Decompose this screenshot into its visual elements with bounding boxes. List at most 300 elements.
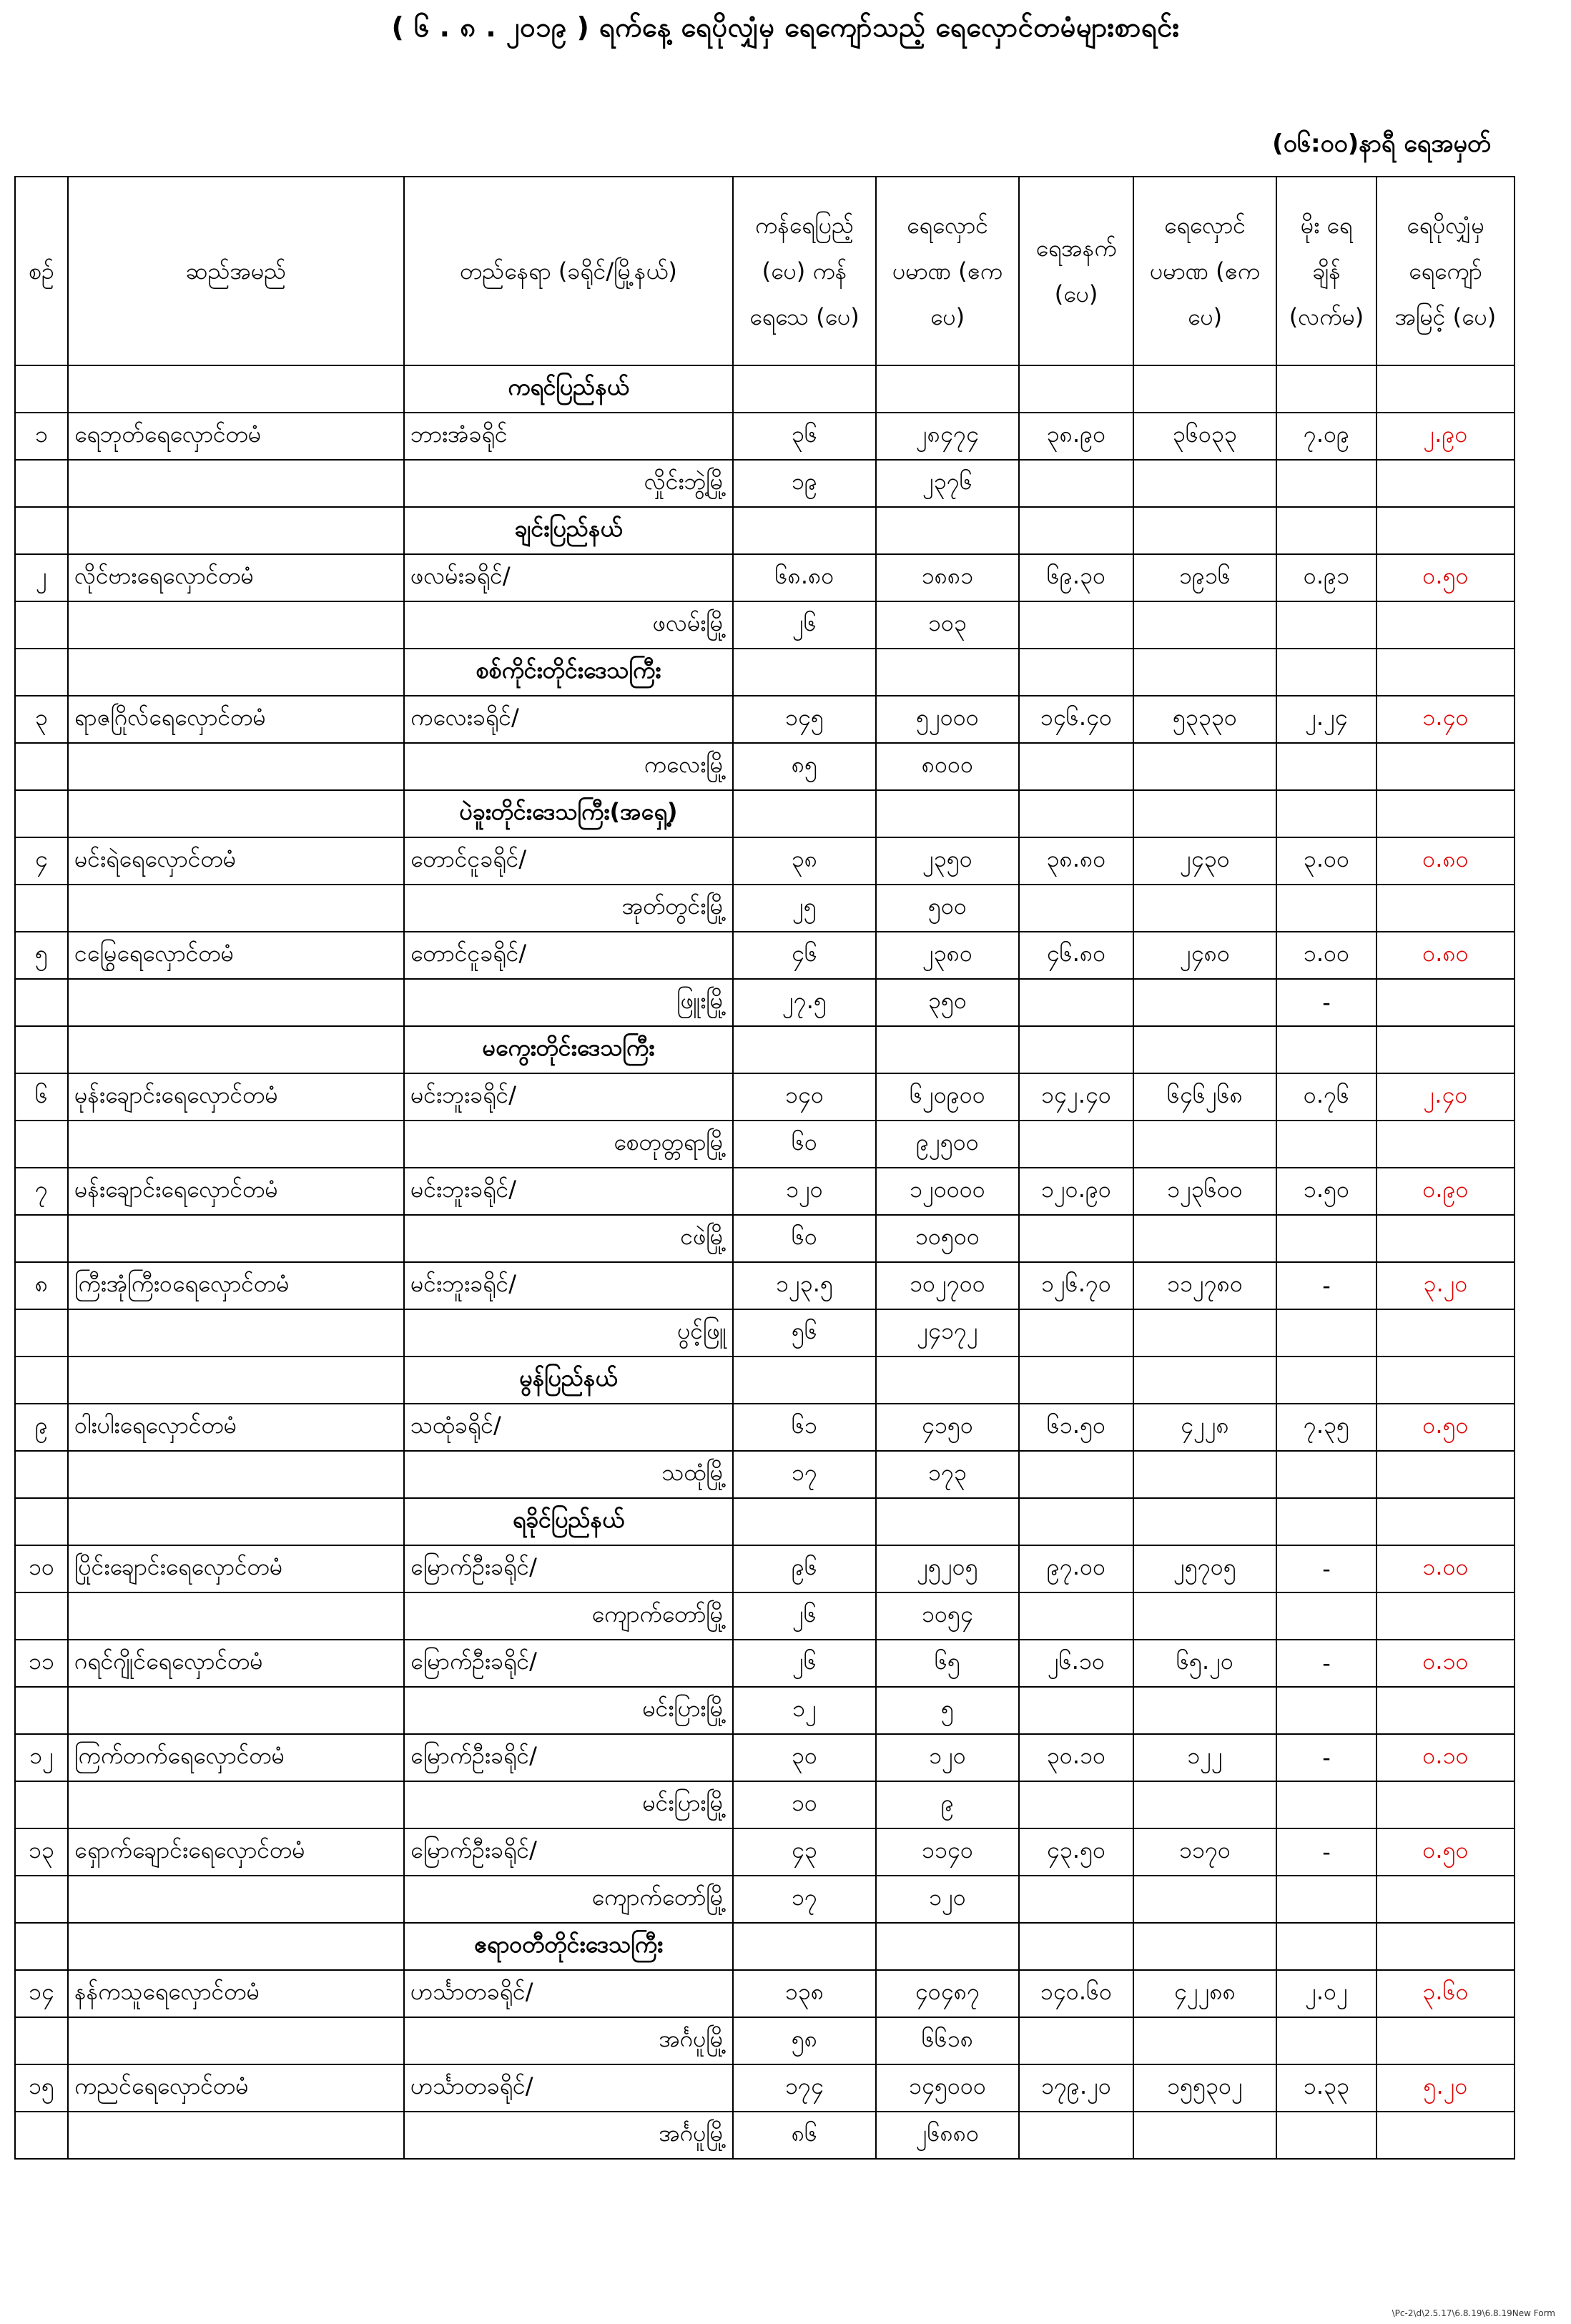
- empty-cell: [1133, 979, 1276, 1026]
- overflow-height: ၅.၂၀: [1377, 2064, 1515, 2112]
- full-supply-level: ၃၆: [733, 413, 876, 460]
- empty-cell: [1019, 1309, 1133, 1357]
- full-supply-level: ၁၂၃.၅: [733, 1262, 876, 1309]
- dam-name: ရာဇဂြိုလ်ရေလှောင်တမံ: [68, 696, 404, 743]
- empty-cell: [1276, 1498, 1377, 1545]
- region-row: [15, 649, 1515, 696]
- current-storage: ၁၁၇၀: [1133, 1828, 1276, 1876]
- empty-cell: [15, 2017, 68, 2064]
- district-name: မင်းဘူးခရိုင်/: [404, 1262, 733, 1309]
- district-name: တောင်ငူခရိုင်/: [404, 932, 733, 979]
- time-note: (၀၆:၀၀)နာရီ ရေအမှတ်: [1272, 129, 1491, 158]
- water-depth: ၄၆.၈၀: [1019, 932, 1133, 979]
- current-storage: ၁၅၅၃၀၂: [1133, 2064, 1276, 2112]
- district-name: မင်းဘူးခရိုင်/: [404, 1168, 733, 1215]
- empty-cell: [876, 1498, 1019, 1545]
- empty-cell: [68, 1309, 404, 1357]
- dam-name: ကြက်တက်ရေလှောင်တမံ: [68, 1734, 404, 1781]
- dam-row: [15, 1073, 1515, 1121]
- water-depth: ၃၈.၈၀: [1019, 837, 1133, 885]
- empty-cell: [1377, 1781, 1515, 1828]
- dam-name: မန်းချောင်းရေလှောင်တမံ: [68, 1168, 404, 1215]
- dam-number: ၁: [15, 413, 68, 460]
- district-name: ဟင်္သာတခရိုင်/: [404, 1970, 733, 2017]
- empty-cell: [15, 1592, 68, 1640]
- dead-storage-capacity: ၁၀၃: [876, 601, 1019, 649]
- header-depth: ရေအနက် (ပေ): [1019, 177, 1133, 365]
- empty-cell: [15, 790, 68, 837]
- dam-number: ၁၂: [15, 1734, 68, 1781]
- district-name: မြောက်ဦးခရိုင်/: [404, 1545, 733, 1592]
- header-location: တည်နေရာ (ခရိုင်/မြို့နယ်): [404, 177, 733, 365]
- dam-name: မုန်းချောင်းရေလှောင်တမံ: [68, 1073, 404, 1121]
- dam-number: ၅: [15, 932, 68, 979]
- empty-cell: [1276, 507, 1377, 554]
- full-supply-level: ၉၆: [733, 1545, 876, 1592]
- current-storage: ၃၆၀၃၃: [1133, 413, 1276, 460]
- dam-row: [15, 1734, 1515, 1781]
- overflow-height: ၁.၀၀: [1377, 1545, 1515, 1592]
- dam-subrow: [15, 2017, 1515, 2064]
- empty-cell: [15, 1026, 68, 1073]
- dead-storage-level: ၁၂: [733, 1687, 876, 1734]
- district-name: ဖလမ်းခရိုင်/: [404, 554, 733, 601]
- empty-cell: [1377, 1026, 1515, 1073]
- dam-number: ၆: [15, 1073, 68, 1121]
- overflow-height: ၀.၈၀: [1377, 932, 1515, 979]
- empty-cell: [733, 507, 876, 554]
- township-name: စေတုတ္တရာမြို့: [404, 1121, 733, 1168]
- empty-cell: [1133, 1498, 1276, 1545]
- region-name: ချင်းပြည်နယ်: [404, 507, 733, 554]
- empty-cell: [15, 2112, 68, 2159]
- dead-storage-capacity: ၅: [876, 1687, 1019, 1734]
- full-supply-level: ၆၈.၈၀: [733, 554, 876, 601]
- dead-storage-level: ၂၇.၅: [733, 979, 876, 1026]
- empty-cell: [68, 507, 404, 554]
- current-storage: ၄၂၂၈: [1133, 1404, 1276, 1451]
- dam-subrow: [15, 601, 1515, 649]
- dam-row: [15, 1168, 1515, 1215]
- empty-cell: [1377, 979, 1515, 1026]
- dead-storage-level: ၂၆: [733, 1592, 876, 1640]
- empty-cell: [1377, 2017, 1515, 2064]
- region-row: [15, 365, 1515, 413]
- dam-number: ၄: [15, 837, 68, 885]
- rainfall-extra: [1276, 1121, 1377, 1168]
- water-depth: ၆၁.၅၀: [1019, 1404, 1133, 1451]
- report-title: ( ၆ . ၈ . ၂၀၁၉ ) ရက်နေ့ ရေပိုလျှံမှ ရေကျော်သည့် ရေလှောင်တမံများစာရင်း: [391, 11, 1180, 43]
- rainfall-extra: [1276, 1781, 1377, 1828]
- current-storage: ၅၃၃၃၀: [1133, 696, 1276, 743]
- empty-cell: [15, 460, 68, 507]
- dam-number: ၁၃: [15, 1828, 68, 1876]
- empty-cell: [733, 649, 876, 696]
- dam-subrow: [15, 1592, 1515, 1640]
- empty-cell: [15, 1781, 68, 1828]
- dam-row: [15, 932, 1515, 979]
- empty-cell: [68, 1121, 404, 1168]
- empty-cell: [1019, 2017, 1133, 2064]
- dam-row: [15, 1828, 1515, 1876]
- region-row: [15, 1026, 1515, 1073]
- dam-subrow: [15, 1876, 1515, 1923]
- empty-cell: [1133, 1121, 1276, 1168]
- empty-cell: [68, 885, 404, 932]
- region-name: ပဲခူးတိုင်းဒေသကြီး(အရှေ့): [404, 790, 733, 837]
- dam-row: [15, 2064, 1515, 2112]
- empty-cell: [876, 649, 1019, 696]
- dam-number: ၁၀: [15, 1545, 68, 1592]
- full-storage-capacity: ၄၁၅၀: [876, 1404, 1019, 1451]
- empty-cell: [68, 1923, 404, 1970]
- water-depth: ၃၈.၉၀: [1019, 413, 1133, 460]
- empty-cell: [15, 365, 68, 413]
- region-row: [15, 507, 1515, 554]
- current-storage: ၁၂၂: [1133, 1734, 1276, 1781]
- current-storage: ၁၁၂၇၈၀: [1133, 1262, 1276, 1309]
- overflow-height: ၀.၅၀: [1377, 554, 1515, 601]
- region-name: မွန်ပြည်နယ်: [404, 1357, 733, 1404]
- rainfall-extra: [1276, 601, 1377, 649]
- dead-storage-level: ၈၅: [733, 743, 876, 790]
- dam-name: ဂရင်ဂျိုင်ရေလှောင်တမံ: [68, 1640, 404, 1687]
- township-name: ကျောက်တော်မြို့: [404, 1876, 733, 1923]
- empty-cell: [876, 507, 1019, 554]
- empty-cell: [1377, 790, 1515, 837]
- rainfall: ၁.၀၀: [1276, 932, 1377, 979]
- empty-cell: [15, 1687, 68, 1734]
- overflow-height: ၀.၈၀: [1377, 837, 1515, 885]
- header-storage: ရေလှောင် ပမာဏ (ဧကပေ): [1133, 177, 1276, 365]
- district-name: တောင်ငူခရိုင်/: [404, 837, 733, 885]
- empty-cell: [15, 1876, 68, 1923]
- dead-storage-capacity: ၁၂၀: [876, 1876, 1019, 1923]
- full-supply-level: ၄၃: [733, 1828, 876, 1876]
- township-name: ဖြူးမြို့: [404, 979, 733, 1026]
- rainfall: ၃.၀၀: [1276, 837, 1377, 885]
- rainfall: ၂.၀၂: [1276, 1970, 1377, 2017]
- empty-cell: [68, 1498, 404, 1545]
- full-supply-level: ၁၃၈: [733, 1970, 876, 2017]
- header-fsl-dsl: ကန်ရေပြည့် (ပေ) ကန်ရေသေ (ပေ): [733, 177, 876, 365]
- empty-cell: [1133, 743, 1276, 790]
- empty-cell: [1019, 1026, 1133, 1073]
- header-overflow: ရေပိုလျှံမှ ရေကျော် အမြင့် (ပေ): [1377, 177, 1515, 365]
- dead-storage-level: ၆၀: [733, 1215, 876, 1262]
- full-storage-capacity: ၂၃၈၀: [876, 932, 1019, 979]
- empty-cell: [1133, 1215, 1276, 1262]
- rainfall: ၀.၇၆: [1276, 1073, 1377, 1121]
- district-name: မြောက်ဦးခရိုင်/: [404, 1828, 733, 1876]
- dam-number: ၃: [15, 696, 68, 743]
- township-name: ကျောက်တော်မြို့: [404, 1592, 733, 1640]
- empty-cell: [1133, 885, 1276, 932]
- empty-cell: [68, 1687, 404, 1734]
- rainfall: ၁.၅၀: [1276, 1168, 1377, 1215]
- district-name: ဘားအံခရိုင်: [404, 413, 733, 460]
- dead-storage-level: ၈၆: [733, 2112, 876, 2159]
- dead-storage-level: ၁၉: [733, 460, 876, 507]
- full-supply-level: ၃၈: [733, 837, 876, 885]
- rainfall-extra: [1276, 1309, 1377, 1357]
- rainfall: -: [1276, 1640, 1377, 1687]
- rainfall-extra: [1276, 2017, 1377, 2064]
- empty-cell: [1276, 649, 1377, 696]
- overflow-height: ၀.၅၀: [1377, 1404, 1515, 1451]
- empty-cell: [1133, 1357, 1276, 1404]
- overflow-height: ၀.၁၀: [1377, 1640, 1515, 1687]
- empty-cell: [876, 790, 1019, 837]
- empty-cell: [1377, 1923, 1515, 1970]
- rainfall-extra: [1276, 1451, 1377, 1498]
- full-supply-level: ၁၄၀: [733, 1073, 876, 1121]
- full-storage-capacity: ၆၅: [876, 1640, 1019, 1687]
- overflow-height: ၀.၉၀: [1377, 1168, 1515, 1215]
- empty-cell: [15, 1923, 68, 1970]
- rainfall-extra: -: [1276, 979, 1377, 1026]
- empty-cell: [15, 649, 68, 696]
- empty-cell: [1019, 743, 1133, 790]
- empty-cell: [1133, 365, 1276, 413]
- empty-cell: [1019, 1215, 1133, 1262]
- empty-cell: [1377, 743, 1515, 790]
- empty-cell: [1377, 1215, 1515, 1262]
- dam-number: ၁၅: [15, 2064, 68, 2112]
- overflow-height: ၂.၉၀: [1377, 413, 1515, 460]
- empty-cell: [1377, 507, 1515, 554]
- full-storage-capacity: ၂၅၂၀၅: [876, 1545, 1019, 1592]
- dam-name: ရှောက်ချောင်းရေလှောင်တမံ: [68, 1828, 404, 1876]
- dead-storage-capacity: ၉၂၅၀၀: [876, 1121, 1019, 1168]
- empty-cell: [68, 1357, 404, 1404]
- township-name: ပွင့်ဖြူ: [404, 1309, 733, 1357]
- full-storage-capacity: ၁၀၂၇၀၀: [876, 1262, 1019, 1309]
- district-name: ဟင်္သာတခရိုင်/: [404, 2064, 733, 2112]
- region-row: [15, 1498, 1515, 1545]
- empty-cell: [1133, 2112, 1276, 2159]
- dam-subrow: [15, 1687, 1515, 1734]
- full-storage-capacity: ၂၃၅၀: [876, 837, 1019, 885]
- empty-cell: [68, 460, 404, 507]
- empty-cell: [68, 1781, 404, 1828]
- district-name: မင်းဘူးခရိုင်/: [404, 1073, 733, 1121]
- dam-subrow: [15, 1121, 1515, 1168]
- dam-name: လိုင်ဗားရေလှောင်တမံ: [68, 554, 404, 601]
- rainfall: ၇.၀၉: [1276, 413, 1377, 460]
- empty-cell: [1377, 649, 1515, 696]
- full-supply-level: ၄၆: [733, 932, 876, 979]
- full-supply-level: ၆၁: [733, 1404, 876, 1451]
- empty-cell: [1276, 1923, 1377, 1970]
- district-name: မြောက်ဦးခရိုင်/: [404, 1734, 733, 1781]
- dam-row: [15, 554, 1515, 601]
- empty-cell: [1133, 1592, 1276, 1640]
- full-supply-level: ၃၀: [733, 1734, 876, 1781]
- rainfall: ၂.၂၄: [1276, 696, 1377, 743]
- empty-cell: [68, 2017, 404, 2064]
- empty-cell: [1133, 460, 1276, 507]
- full-storage-capacity: ၁၁၄၀: [876, 1828, 1019, 1876]
- empty-cell: [1377, 1876, 1515, 1923]
- full-supply-level: ၁၂၀: [733, 1168, 876, 1215]
- rainfall: -: [1276, 1828, 1377, 1876]
- current-storage: ၁၉၁၆: [1133, 554, 1276, 601]
- full-supply-level: ၁၇၄: [733, 2064, 876, 2112]
- empty-cell: [1377, 1687, 1515, 1734]
- file-path-footer: \Pc-2\d\2.5.17\6.8.19\6.8.19New Form: [1392, 2308, 1555, 2318]
- empty-cell: [68, 979, 404, 1026]
- empty-cell: [876, 1026, 1019, 1073]
- dam-number: ၉: [15, 1404, 68, 1451]
- full-supply-level: ၂၆: [733, 1640, 876, 1687]
- reservoir-table: [14, 176, 1515, 2160]
- dead-storage-capacity: ၂၃၇၆: [876, 460, 1019, 507]
- rainfall-extra: [1276, 1592, 1377, 1640]
- water-depth: ၉၇.၀၀: [1019, 1545, 1133, 1592]
- water-depth: ၁၄၆.၄၀: [1019, 696, 1133, 743]
- empty-cell: [1133, 507, 1276, 554]
- empty-cell: [876, 1357, 1019, 1404]
- empty-cell: [68, 790, 404, 837]
- rainfall: -: [1276, 1734, 1377, 1781]
- current-storage: ၁၂၃၆၀၀: [1133, 1168, 1276, 1215]
- empty-cell: [15, 1121, 68, 1168]
- district-name: ကလေးခရိုင်/: [404, 696, 733, 743]
- empty-cell: [1133, 601, 1276, 649]
- dead-storage-capacity: ၉: [876, 1781, 1019, 1828]
- empty-cell: [15, 743, 68, 790]
- region-name: စစ်ကိုင်းတိုင်းဒေသကြီး: [404, 649, 733, 696]
- empty-cell: [1019, 507, 1133, 554]
- empty-cell: [1133, 790, 1276, 837]
- empty-cell: [1019, 1923, 1133, 1970]
- header-rainfall: မိုး ရေ ချိန် (လက်မ): [1276, 177, 1377, 365]
- current-storage: ၆၅.၂၀: [1133, 1640, 1276, 1687]
- empty-cell: [733, 1923, 876, 1970]
- region-name: ကရင်ပြည်နယ်: [404, 365, 733, 413]
- dam-subrow: [15, 979, 1515, 1026]
- region-name: ရခိုင်ပြည်နယ်: [404, 1498, 733, 1545]
- water-depth: ၆၉.၃၀: [1019, 554, 1133, 601]
- empty-cell: [68, 649, 404, 696]
- empty-cell: [1133, 1026, 1276, 1073]
- overflow-height: ၀.၅၀: [1377, 1828, 1515, 1876]
- dam-name: မင်းရဲရေလှောင်တမံ: [68, 837, 404, 885]
- empty-cell: [1377, 365, 1515, 413]
- dam-number: ၈: [15, 1262, 68, 1309]
- empty-cell: [68, 1592, 404, 1640]
- empty-cell: [68, 1876, 404, 1923]
- empty-cell: [1133, 649, 1276, 696]
- dead-storage-capacity: ၁၇၃: [876, 1451, 1019, 1498]
- empty-cell: [1019, 885, 1133, 932]
- empty-cell: [1019, 460, 1133, 507]
- rainfall-extra: [1276, 1687, 1377, 1734]
- empty-cell: [1133, 1687, 1276, 1734]
- full-storage-capacity: ၄၀၄၈၇: [876, 1970, 1019, 2017]
- township-name: ငဖဲမြို့: [404, 1215, 733, 1262]
- dead-storage-capacity: ၅၀၀: [876, 885, 1019, 932]
- dam-subrow: [15, 1215, 1515, 1262]
- rainfall: -: [1276, 1262, 1377, 1309]
- empty-cell: [1019, 1781, 1133, 1828]
- region-row: [15, 1923, 1515, 1970]
- empty-cell: [1133, 2017, 1276, 2064]
- dam-row: [15, 837, 1515, 885]
- full-storage-capacity: ၅၂၀၀၀: [876, 696, 1019, 743]
- dam-name: ကြီးအုံကြီးဝရေလှောင်တမံ: [68, 1262, 404, 1309]
- dam-number: ၁၁: [15, 1640, 68, 1687]
- full-storage-capacity: ၁၈၈၁: [876, 554, 1019, 601]
- empty-cell: [733, 365, 876, 413]
- dead-storage-level: ၁၇: [733, 1876, 876, 1923]
- dead-storage-capacity: ၁၀၅၄: [876, 1592, 1019, 1640]
- water-depth: ၁၄၀.၆၀: [1019, 1970, 1133, 2017]
- dead-storage-capacity: ၂၄၁၇၂: [876, 1309, 1019, 1357]
- current-storage: ၆၄၆၂၆၈: [1133, 1073, 1276, 1121]
- empty-cell: [68, 365, 404, 413]
- empty-cell: [1133, 1309, 1276, 1357]
- dead-storage-level: ၆၀: [733, 1121, 876, 1168]
- overflow-height: ၂.၄၀: [1377, 1073, 1515, 1121]
- dead-storage-capacity: ၁၀၅၀၀: [876, 1215, 1019, 1262]
- empty-cell: [68, 601, 404, 649]
- dead-storage-level: ၂၆: [733, 601, 876, 649]
- water-depth: ၁၇၉.၂၀: [1019, 2064, 1133, 2112]
- township-name: မင်းပြားမြို့: [404, 1687, 733, 1734]
- township-name: မင်းပြားမြို့: [404, 1781, 733, 1828]
- dam-subrow: [15, 1309, 1515, 1357]
- empty-cell: [1377, 1498, 1515, 1545]
- empty-cell: [15, 979, 68, 1026]
- empty-cell: [15, 1309, 68, 1357]
- full-storage-capacity: ၁၂၀: [876, 1734, 1019, 1781]
- dead-storage-capacity: ၂၆၈၈၀: [876, 2112, 1019, 2159]
- dead-storage-level: ၅၆: [733, 1309, 876, 1357]
- empty-cell: [733, 1357, 876, 1404]
- empty-cell: [15, 1357, 68, 1404]
- dam-subrow: [15, 1451, 1515, 1498]
- rainfall: -: [1276, 1545, 1377, 1592]
- rainfall-extra: [1276, 2112, 1377, 2159]
- region-row: [15, 790, 1515, 837]
- township-name: အင်္ဂပူမြို့: [404, 2112, 733, 2159]
- township-name: ဖလမ်းမြို့: [404, 601, 733, 649]
- empty-cell: [15, 1215, 68, 1262]
- dam-row: [15, 413, 1515, 460]
- empty-cell: [876, 1923, 1019, 1970]
- dam-number: ၁၄: [15, 1970, 68, 2017]
- dead-storage-level: ၂၅: [733, 885, 876, 932]
- header-no: စဉ်: [15, 177, 68, 365]
- dam-subrow: [15, 743, 1515, 790]
- rainfall-extra: [1276, 460, 1377, 507]
- empty-cell: [1377, 1121, 1515, 1168]
- rainfall-extra: [1276, 885, 1377, 932]
- full-storage-capacity: ၂၈၄၇၄: [876, 413, 1019, 460]
- empty-cell: [733, 1498, 876, 1545]
- empty-cell: [15, 885, 68, 932]
- region-name: မကွေးတိုင်းဒေသကြီး: [404, 1026, 733, 1073]
- water-depth: ၁၂၆.၇၀: [1019, 1262, 1133, 1309]
- dam-name: ပြိုင်းချောင်းရေလှောင်တမံ: [68, 1545, 404, 1592]
- township-name: ကလေးမြို့: [404, 743, 733, 790]
- dead-storage-level: ၅၈: [733, 2017, 876, 2064]
- district-name: မြောက်ဦးခရိုင်/: [404, 1640, 733, 1687]
- dam-row: [15, 1970, 1515, 2017]
- rainfall: ၁.၃၃: [1276, 2064, 1377, 2112]
